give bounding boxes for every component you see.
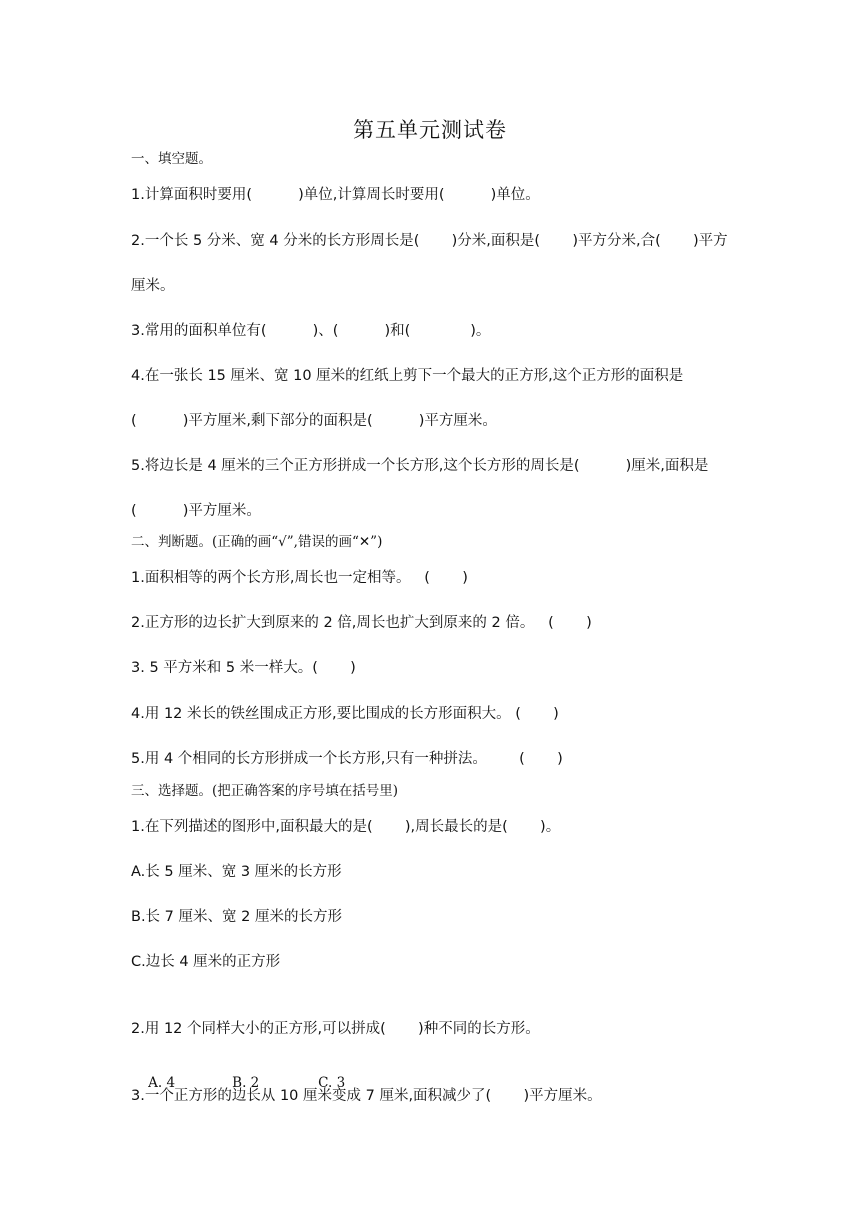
question-line: 4.在一张长 15 厘米、宽 10 厘米的红纸上剪下一个最大的正方形,这个正方形的面积是 [131,368,684,384]
question-line: 5.用 4 个相同的长方形拼成一个长方形,只有一种拼法。 ( ) [131,751,563,767]
option-c: C. 3 [318,1075,346,1091]
question-line: 1.在下列描述的图形中,面积最大的是( ),周长最长的是( )。 [131,819,561,835]
question-line: ( )平方厘米。 [131,503,261,519]
question-line: 1.面积相等的两个长方形,周长也一定相等。 ( ) [131,570,468,586]
option-b: B. 2 [232,1075,260,1091]
question-line: 5.将边长是 4 厘米的三个正方形拼成一个长方形,这个长方形的周长是( )厘米,面积是 [131,458,709,474]
section-heading-multiple-choice: 三、选择题。(把正确答案的序号填在括号里) [131,783,399,799]
question-line: 3.一个正方形的边长从 10 厘米变成 7 厘米,面积减少了( )平方厘米。 [131,1088,602,1104]
question-line: 3. 5 平方米和 5 米一样大。( ) [131,660,356,676]
question-line: 2.用 12 个同样大小的正方形,可以拼成( )种不同的长方形。 [131,1021,540,1037]
question-line: 厘米。 [131,278,175,294]
option-a: A.长 5 厘米、宽 3 厘米的长方形 [131,864,342,880]
question-line: 2.正方形的边长扩大到原来的 2 倍,周长也扩大到原来的 2 倍。 ( ) [131,615,592,631]
section-heading-true-false: 二、判断题。(正确的画“√”,错误的画“✕”) [131,534,383,550]
option-a: A. 4 [148,1075,176,1091]
question-line: 1.计算面积时要用( )单位,计算周长时要用( )单位。 [131,187,540,203]
question-line: 2.一个长 5 分米、宽 4 分米的长方形周长是( )分米,面积是( )平方分米,合( )平方 [131,233,728,249]
question-line: 4.用 12 米长的铁丝围成正方形,要比围成的长方形面积大。 ( ) [131,706,559,722]
section-heading-fill-blank: 一、填空题。 [131,151,212,167]
option-b: B.长 7 厘米、宽 2 厘米的长方形 [131,909,342,925]
question-line: ( )平方厘米,剩下部分的面积是( )平方厘米。 [131,413,497,429]
page-title: 第五单元测试卷 [353,118,507,142]
option-c: C.边长 4 厘米的正方形 [131,954,281,970]
question-line: 3.常用的面积单位有( )、( )和( )。 [131,323,491,339]
